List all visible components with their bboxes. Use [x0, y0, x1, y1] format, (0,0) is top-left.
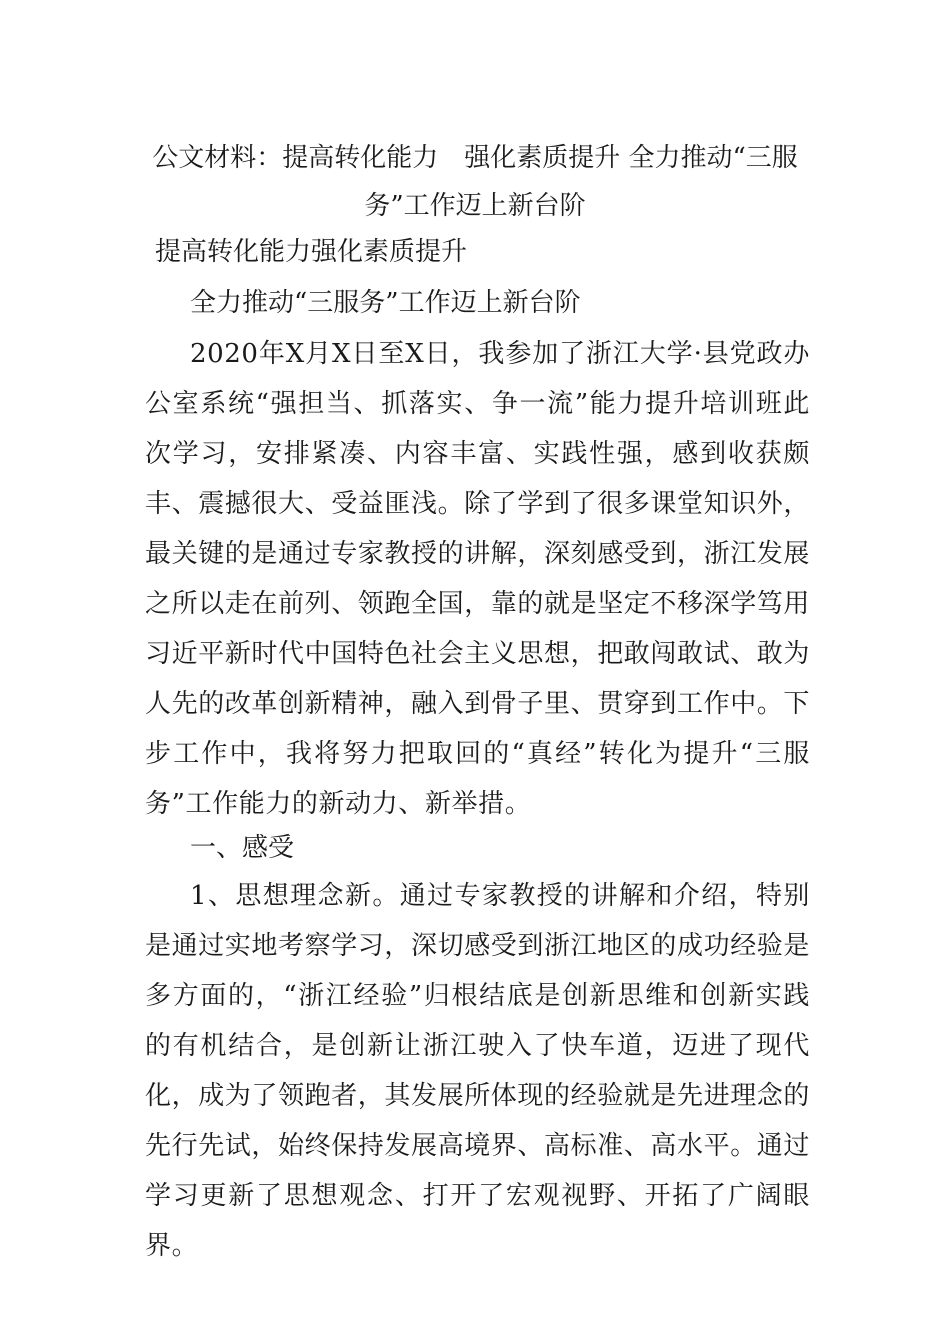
subtitle-line-2: 全力推动“三服务”工作迈上新台阶	[190, 288, 581, 318]
body-paragraph-2: 1、思想理念新。通过专家教授的讲解和介绍，特别是通过实地考察学习，深切感受到浙江地区的成功经验是多方面的，“浙江经验”归根结底是创新思维和创新实践的有机结合，是创新让浙江驶入了快车道，迈进了现代化，成为了领跑者，其发展所体现的经验就是先进理念的先行先试，始终保持发展高境界、高标准、高水平。通过学习更新了思想观念、打开了宏观视野、开拓了广阔眼界。	[145, 881, 811, 1261]
subtitle-line-1: 提高转化能力强化素质提升	[155, 237, 468, 267]
section-heading: 一、感受	[190, 833, 295, 863]
body-paragraph-1: 2020年X月X日至X日，我参加了浙江大学·县党政办公室系统“强担当、抓落实、争一流”能力提升培训班此次学习，安排紧凑、内容丰富、实践性强，感到收获颇丰、震撼很大、受益匪浅。除了学到了很多课堂知识外，最关键的是通过专家教授的讲解，深刻感受到，浙江发展之所以走在前列、领跑全国，靠的就是坚定不移深学笃用习近平新时代中国特色社会主义思想，把敢闯敢试、敢为人先的改革创新精神，融入到骨子里、贯穿到工作中。下步工作中，我将努力把取回的“真经”转化为提升“三服务”工作能力的新动力、新举措。	[145, 339, 811, 819]
document-title: 公文材料：提高转化能力 强化素质提升 全力推动“三服务”工作迈上新台阶	[152, 143, 798, 221]
